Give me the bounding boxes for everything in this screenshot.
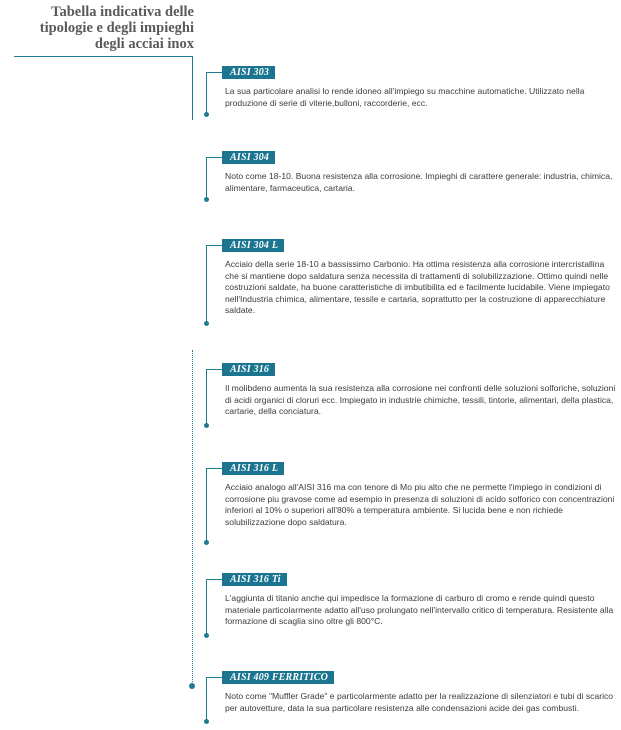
entry-bracket xyxy=(206,245,207,323)
entry-description: L'aggiunta di titanio anche qui impedisce la formazione di carburo di cromo e rende quindi questo materiale particolarmente adatto all'uso prolungato nell'intervallo critico di temperatura. Resistente alla formazione di scaglia sino oltre gli 800°C. xyxy=(225,593,614,627)
entry-aisi-304 xyxy=(206,145,616,207)
entry-bracket-dot xyxy=(204,321,209,326)
entry-description: Noto come 18-10. Buona resistenza alla corrosione. Impieghi di carattere generale: industria, chimica, alimentare, farmaceutica, cartaria. xyxy=(225,171,613,193)
entry-aisi-316-l xyxy=(206,456,616,548)
entry-description: Acciaio della serie 18-10 a bassissimo Carbonio. Ha ottima resistenza alla corrosione intercristallina che si mantiene dopo saldatura senza necessita di trattamenti di solubilizzazione. Ottimo quindi nelle costruzioni saldate, ha buone caratteristiche di imbutibilita ed e facilmente lucidabile. Viene impiegato nell'Industria chimica, alimentare, tessile e cartaria, soprattutto per la costruzione di apparecchiature saldate. xyxy=(225,259,610,316)
entry-bracket-dot xyxy=(204,719,209,724)
entry-description: La sua particolare analisi lo rende idoneo all'impiego su macchine automatiche. Utilizzato nella produzione di serie di viterie,bulloni, raccorderie, ecc. xyxy=(225,86,585,108)
entry-bracket xyxy=(206,369,207,425)
entry-label: AISI 316 Ti xyxy=(222,573,287,586)
entry-bracket-dot xyxy=(204,197,209,202)
entry-label: AISI 304 xyxy=(222,151,275,164)
entry-description: Il molibdeno aumenta la sua resistenza alla corrosione nei confronti delle soluzioni solforiche, soluzioni di acidi organici di cloruri ecc. Impiegato in industrie chimiche, tessili, tintorie, alimentari, della plastica, cartarie, della conciatura. xyxy=(225,383,616,417)
entry-bracket-top xyxy=(206,468,222,469)
entry-label: AISI 316 xyxy=(222,363,275,376)
entry-description: Acciaio analogo all'AISI 316 ma con tenore di Mo piu alto che ne permette l'impiego in condizioni di corrosione piu gravose come ad esempio in presenza di soluzioni di acido solforico con concentrazioni inferiori al 10% o superiori all'80% a temperatura ambiente. Si lucida bene e non richiede solubilizzazione dopo saldatura. xyxy=(225,482,615,527)
entry-bracket xyxy=(206,677,207,721)
entry-label: AISI 409 FERRITICO xyxy=(222,671,334,684)
page-title: Tabella indicativa delle tipologie e degli impieghi degli acciai inox xyxy=(39,4,194,52)
entry-aisi-409-ferritico xyxy=(206,665,616,727)
entry-bracket xyxy=(206,579,207,635)
entry-description: Noto come "Muffler Grade" e particolarmente adatto per la realizzazione di silenziatori e tubi di scarico per autovetture, data la sua particolare resistenza alle condensazioni acide dei gas combusti. xyxy=(225,691,614,713)
entry-label: AISI 304 L xyxy=(222,239,284,252)
entry-bracket-top xyxy=(206,157,222,158)
entry-bracket-dot xyxy=(204,540,209,545)
entry-aisi-316-ti xyxy=(206,567,616,639)
entry-bracket-dot xyxy=(204,423,209,428)
entry-aisi-303 xyxy=(206,60,616,122)
entry-bracket-top xyxy=(206,677,222,678)
entry-bracket-top xyxy=(206,72,222,73)
entry-bracket xyxy=(206,72,207,114)
entry-bracket xyxy=(206,468,207,542)
entry-aisi-304-l xyxy=(206,233,616,328)
entry-bracket-dot xyxy=(204,112,209,117)
entry-label: AISI 303 xyxy=(222,66,275,79)
entry-bracket-top xyxy=(206,369,222,370)
entry-label: AISI 316 L xyxy=(222,462,284,475)
entry-aisi-316 xyxy=(206,357,616,429)
entry-bracket-top xyxy=(206,245,222,246)
entry-bracket-top xyxy=(206,579,222,580)
entry-bracket xyxy=(206,157,207,199)
entry-bracket-dot xyxy=(204,633,209,638)
